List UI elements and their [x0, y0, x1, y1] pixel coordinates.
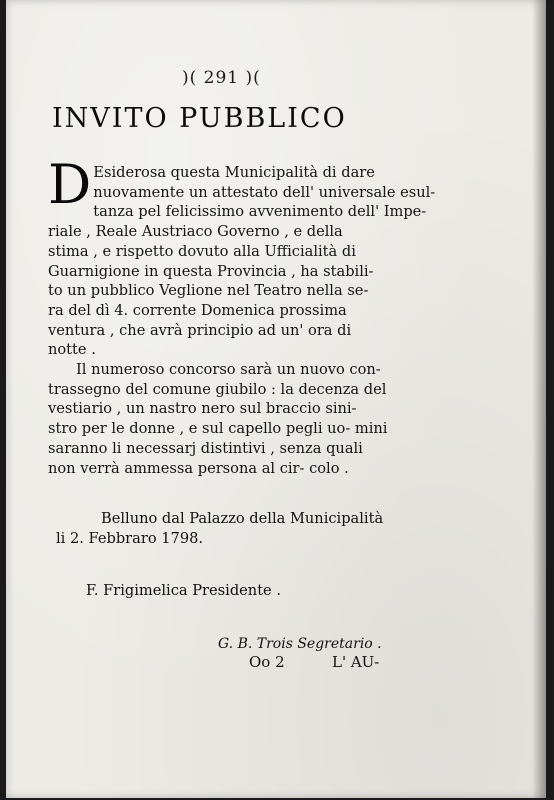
text-line: to un pubblico Veglione nel Teatro nella se-	[48, 282, 369, 300]
dateline-place: Belluno dal Palazzo della Municipalità	[101, 510, 384, 527]
text-line: riale , Reale Austriaco Governo , e della	[48, 223, 343, 241]
text-line: stro per le donne , e sul capello pegli uo-	[48, 420, 351, 438]
text-line: ra del dì 4. corrente Domenica prossima	[48, 301, 347, 319]
president-signature: F. Frigimelica Presidente .	[86, 582, 281, 599]
text-line: mini saranno li necessarj distintivi , senza	[48, 420, 388, 457]
secretary-signature: G. B. Trois Segretario .	[218, 636, 382, 652]
page-edge-shadow	[532, 0, 546, 798]
document-body	[48, 153, 436, 478]
dateline-date: li 2. Febbraro 1798.	[56, 530, 204, 547]
text-line: stima , e rispetto dovuto alla Ufficialità di	[48, 242, 356, 260]
text-line: Esiderosa questa Municipalità di dare	[93, 164, 375, 181]
text-line: colo .	[309, 459, 349, 477]
document-page	[6, 0, 546, 798]
document-title: INVITO PUBBLICO	[52, 103, 347, 134]
printer-signature-mark: Oo 2	[249, 653, 285, 671]
text-line: Il numeroso concorso sarà un nuovo con-	[76, 361, 381, 379]
text-line: ventura , che avrà principio ad un' ora di	[48, 321, 352, 339]
text-line: vestiario , un nastro nero sul braccio sini-	[48, 400, 357, 418]
text-line: notte .	[48, 341, 96, 359]
drop-cap: D	[48, 153, 92, 216]
text-line: nuovamente un attestato dell' universale esul-	[93, 183, 436, 201]
paragraph-1	[48, 153, 436, 360]
text-line: Guarnigione in questa Provincia , ha stabili-	[48, 262, 374, 280]
text-line: trassegno del comune giubilo : la decenza del	[48, 380, 387, 398]
catchword: L' AU-	[332, 653, 380, 671]
paragraph-2	[48, 360, 390, 478]
text-line: quali non verrà ammessa persona al cir-	[48, 439, 363, 477]
page-number: )( 291 )(	[182, 68, 261, 88]
dateline	[56, 509, 383, 549]
text-line: tanza pel felicissimo avvenimento dell' Impe-	[93, 203, 427, 221]
